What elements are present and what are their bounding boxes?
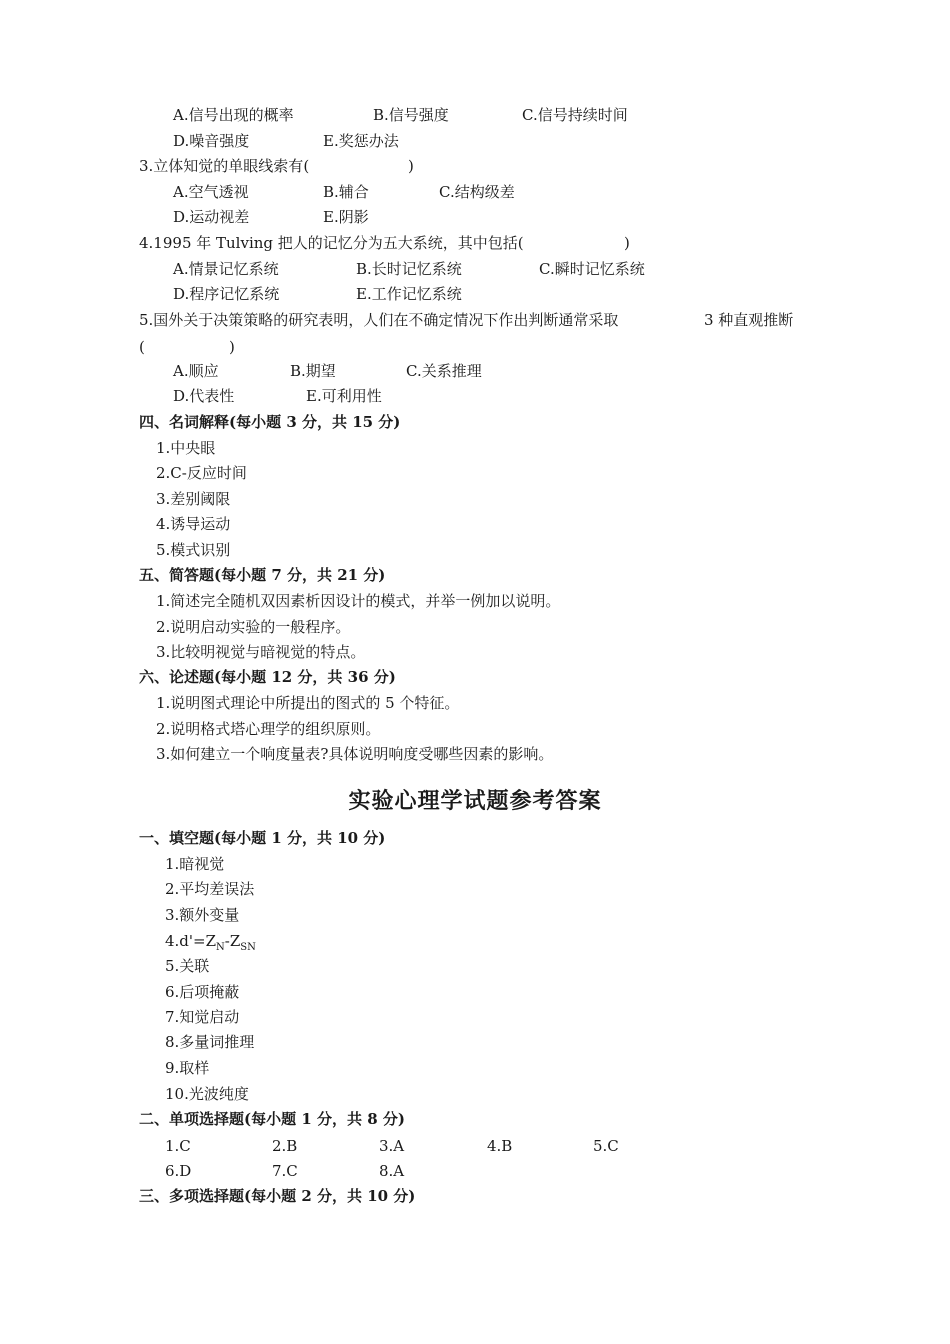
section5-item: 2.说明启动实验的一般程序。 bbox=[156, 618, 351, 636]
q4-option-c: C.瞬时记忆系统 bbox=[539, 260, 645, 278]
answers-title: 实验心理学试题参考答案 bbox=[348, 788, 602, 814]
answers-fill-item: 6.后项掩蔽 bbox=[165, 983, 240, 1001]
q3-option-c: C.结构级差 bbox=[439, 183, 515, 201]
answers-single-heading: 二、单项选择题(每小题 1 分，共 8 分) bbox=[139, 1110, 405, 1128]
answers-fill-item: 7.知觉启动 bbox=[165, 1008, 240, 1026]
answers-single-item: 1.C bbox=[165, 1137, 191, 1155]
q4-option-e: E.工作记忆系统 bbox=[356, 285, 462, 303]
q4-option-a: A.情景记忆系统 bbox=[173, 260, 279, 278]
answers-fill-item: 3.额外变量 bbox=[165, 906, 240, 924]
answers-single-item: 6.D bbox=[165, 1162, 192, 1180]
q2-option-c: C.信号持续时间 bbox=[522, 106, 628, 124]
answers-single-item: 5.C bbox=[593, 1137, 619, 1155]
formula-subscript-sn: SN bbox=[240, 942, 256, 953]
answers-single-item: 2.B bbox=[272, 1137, 298, 1155]
q5-option-e: E.可利用性 bbox=[306, 387, 382, 405]
section4-item: 4.诱导运动 bbox=[156, 515, 231, 533]
q3-option-e: E.阴影 bbox=[323, 208, 369, 226]
q2-option-e: E.奖惩办法 bbox=[323, 132, 399, 150]
formula-mid: -Z bbox=[224, 932, 241, 950]
answers-fill-item: 2.平均差误法 bbox=[165, 880, 255, 898]
answers-fill-item: 5.关联 bbox=[165, 957, 210, 975]
q4-option-d: D.程序记忆系统 bbox=[173, 285, 280, 303]
section4-item: 1.中央眼 bbox=[156, 439, 216, 457]
answers-fill-item: 10.光波纯度 bbox=[165, 1085, 249, 1103]
q4-blank-close: ) bbox=[624, 234, 630, 252]
q3-option-d: D.运动视差 bbox=[173, 208, 250, 226]
section4-item: 2.C-反应时间 bbox=[156, 464, 247, 482]
q5-stem: 5.国外关于决策策略的研究表明，人们在不确定情况下作出判断通常采取 bbox=[139, 311, 619, 329]
q2-option-b: B.信号强度 bbox=[373, 106, 449, 124]
q5-option-a: A.顺应 bbox=[173, 362, 219, 380]
q3-blank-close: ) bbox=[408, 157, 414, 175]
q5-option-c: C.关系推理 bbox=[406, 362, 482, 380]
answers-single-item: 8.A bbox=[379, 1162, 405, 1180]
section4-item: 5.模式识别 bbox=[156, 541, 231, 559]
q3-stem: 3.立体知觉的单眼线索有( bbox=[139, 157, 310, 175]
q5-option-b: B.期望 bbox=[290, 362, 336, 380]
section5-item: 3.比较明视觉与暗视觉的特点。 bbox=[156, 643, 366, 661]
answers-fill-item: 9.取样 bbox=[165, 1059, 210, 1077]
section5-heading: 五、简答题(每小题 7 分，共 21 分) bbox=[139, 566, 386, 584]
section4-item: 3.差别阈限 bbox=[156, 490, 231, 508]
q3-option-b: B.辅合 bbox=[323, 183, 369, 201]
answers-fill-heading: 一、填空题(每小题 1 分，共 10 分) bbox=[139, 829, 386, 847]
section6-item: 3.如何建立一个响度量表?具体说明响度受哪些因素的影响。 bbox=[156, 745, 554, 763]
q4-option-b: B.长时记忆系统 bbox=[356, 260, 462, 278]
q5-option-d: D.代表性 bbox=[173, 387, 235, 405]
answers-multi-heading: 三、多项选择题(每小题 2 分，共 10 分) bbox=[139, 1187, 416, 1205]
q3-option-a: A.空气透视 bbox=[173, 183, 249, 201]
answers-single-item: 3.A bbox=[379, 1137, 405, 1155]
section6-item: 1.说明图式理论中所提出的图式的 5 个特征。 bbox=[156, 694, 460, 712]
q2-option-d: D.噪音强度 bbox=[173, 132, 250, 150]
q5-blank-open: ( bbox=[139, 338, 145, 356]
formula-subscript-n: N bbox=[216, 942, 225, 953]
q2-option-a: A.信号出现的概率 bbox=[173, 106, 294, 124]
section6-heading: 六、论述题(每小题 12 分，共 36 分) bbox=[139, 668, 396, 686]
q5-stem-tail: 3 种直观推断 bbox=[704, 311, 794, 329]
answers-single-item: 7.C bbox=[272, 1162, 298, 1180]
answers-fill-item-4 bbox=[165, 931, 256, 951]
answers-fill-item: 8.多量词推理 bbox=[165, 1033, 255, 1051]
q5-blank-close: ) bbox=[229, 338, 235, 356]
formula-prefix: 4.d'=Z bbox=[165, 932, 217, 950]
q4-stem: 4.1995 年 Tulving 把人的记忆分为五大系统，其中包括( bbox=[139, 234, 524, 252]
section5-item: 1.简述完全随机双因素析因设计的模式，并举一例加以说明。 bbox=[156, 592, 561, 610]
answers-single-item: 4.B bbox=[487, 1137, 513, 1155]
answers-fill-item: 1.暗视觉 bbox=[165, 855, 225, 873]
section4-heading: 四、名词解释(每小题 3 分，共 15 分) bbox=[139, 413, 401, 431]
section6-item: 2.说明格式塔心理学的组织原则。 bbox=[156, 720, 381, 738]
